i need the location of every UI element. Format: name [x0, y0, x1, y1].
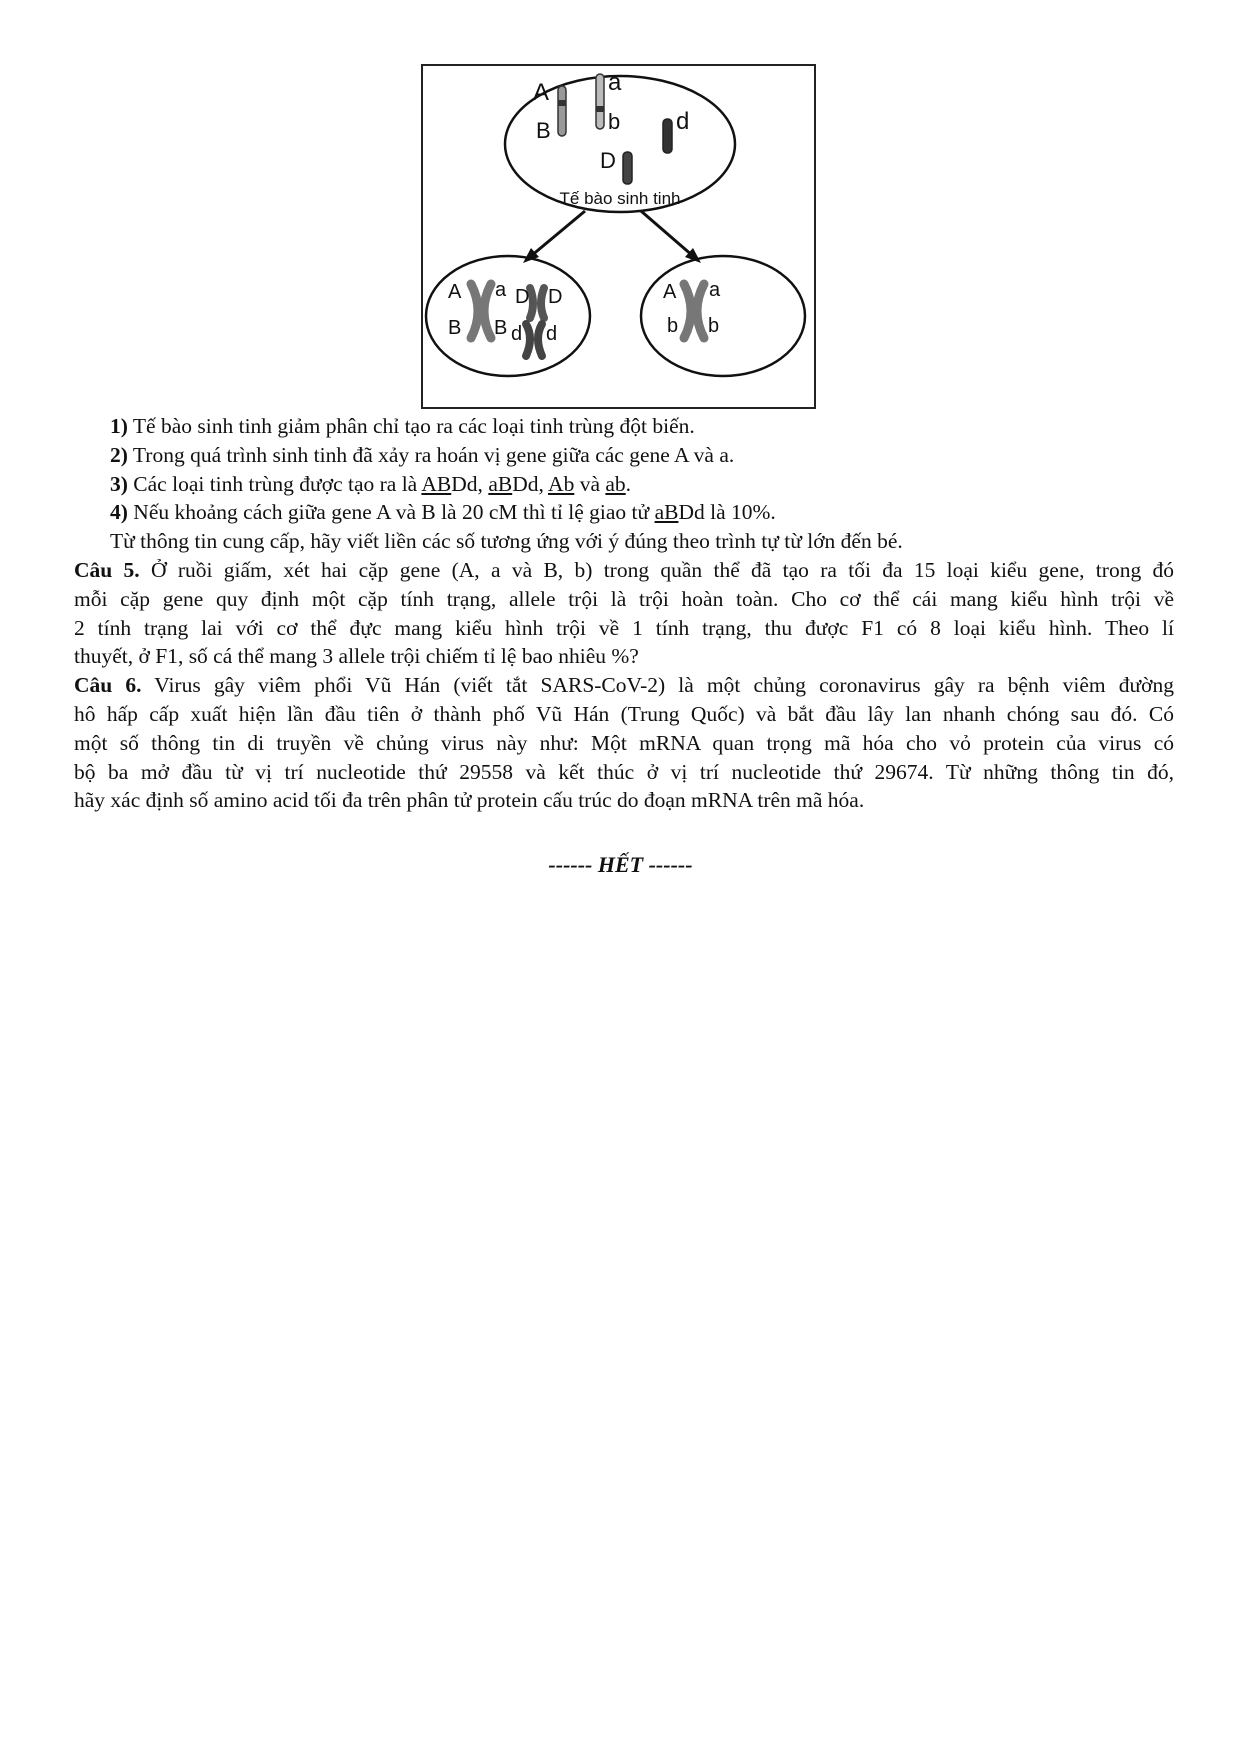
x-chromosome-left-ab [471, 284, 491, 338]
label-B: B [536, 118, 551, 143]
chromosome-D [623, 152, 632, 184]
svg-text:b: b [667, 315, 679, 337]
svg-text:A: A [448, 281, 462, 303]
svg-text:B: B [448, 317, 462, 339]
arrow-right [641, 211, 693, 256]
q6-label: Câu 6. [74, 673, 142, 698]
statement-2: 2) Trong quá trình sinh tinh đã xảy ra hoán vị gene giữa các gene A và a. [110, 442, 735, 467]
meiosis-figure [421, 64, 816, 409]
x-chromosome-left-dd1 [530, 288, 544, 318]
q5-label: Câu 5. [74, 557, 140, 582]
q6-line-5: hãy xác định số amino acid tối đa trên phân tử protein cấu trúc do đoạn mRNA trên mã hóa. [74, 788, 865, 813]
daughter-cell-right [641, 256, 805, 376]
svg-text:A: A [663, 281, 677, 303]
statement-1: 1) Tế bào sinh tinh giảm phân chỉ tạo ra các loại tinh trùng đột biến. [110, 414, 695, 438]
label-b: b [608, 109, 621, 134]
svg-text:D: D [515, 286, 530, 308]
q5-line-1: Câu 5. Ở ruồi giấm, xét hai cặp gene (A, a và B, b) trong quần thể đã tạo ra tối đa 15 loại kiểu gene, trong đó [74, 557, 1174, 582]
svg-text:d: d [511, 323, 523, 345]
instruction: Từ thông tin cung cấp, hãy viết liền các số tương ứng với ý đúng theo trình tự từ lớn đến bé. [110, 529, 903, 554]
svg-text:a: a [709, 279, 721, 301]
meiosis-diagram [423, 66, 814, 407]
arrow-left [531, 211, 585, 256]
chromosome-d [663, 119, 672, 153]
svg-text:d: d [546, 323, 558, 345]
end-mark: ------ HẾT ------ [548, 852, 693, 877]
q6-line-1: Câu 6. Virus gây viêm phổi Vũ Hán (viết tắt SARS-CoV-2) là một chủng coronavirus gây ra bệnh viêm đường [74, 673, 1175, 698]
label-d: d [676, 108, 690, 135]
x-chromosome-left-dd2 [526, 324, 542, 356]
label-A: A [533, 79, 550, 106]
q5-line-4: thuyết, ở F1, số cá thể mang 3 allele trội chiếm tỉ lệ bao nhiêu %? [74, 644, 639, 669]
chromosome-ab [596, 74, 604, 129]
svg-text:b: b [708, 315, 720, 337]
chromosome-AB [558, 86, 566, 136]
q5-line-3: 2 tính trạng lai với cơ thể đực mang kiểu hình trội về 1 tính trạng, thu được F1 có 8 loại kiểu hình. Theo lí [74, 615, 1174, 640]
q6-line-4: bộ ba mở đầu từ vị trí nucleotide thứ 29558 và kết thúc ở vị trí nucleotide thứ 29674. Từ những thông tin đó, [74, 759, 1174, 784]
x-chromosome-right-ab [684, 284, 704, 338]
q5-line-2: mỗi cặp gene quy định một cặp tính trạng, allele trội là trội hoàn toàn. Cho cơ thể cái mang kiểu hình trội về [74, 586, 1174, 611]
q6-line-3: một số thông tin di truyền về chủng virus này như: Một mRNA quan trọng mã hóa cho vỏ protein của virus có [74, 730, 1174, 755]
statement-3: 3) Các loại tinh trùng được tạo ra là ABDd, aBDd, Ab và ab. [110, 471, 632, 496]
statement-4: 4) Nếu khoảng cách giữa gene A và B là 20 cM thì tỉ lệ giao tử aBDd là 10%. [110, 500, 776, 525]
svg-text:D: D [548, 286, 563, 308]
svg-text:B: B [494, 317, 508, 339]
question-text [74, 412, 1174, 815]
svg-text:a: a [495, 279, 507, 301]
cell-caption: Tế bào sinh tinh [559, 189, 681, 208]
label-D: D [600, 148, 616, 173]
daughter-cell-left [426, 256, 590, 376]
q6-line-2: hô hấp cấp xuất hiện lần đầu tiên ở thành phố Vũ Hán (Trung Quốc) và bắt đầu lây lan nhanh chóng sau đó. Có [74, 701, 1174, 726]
label-a: a [608, 69, 622, 96]
